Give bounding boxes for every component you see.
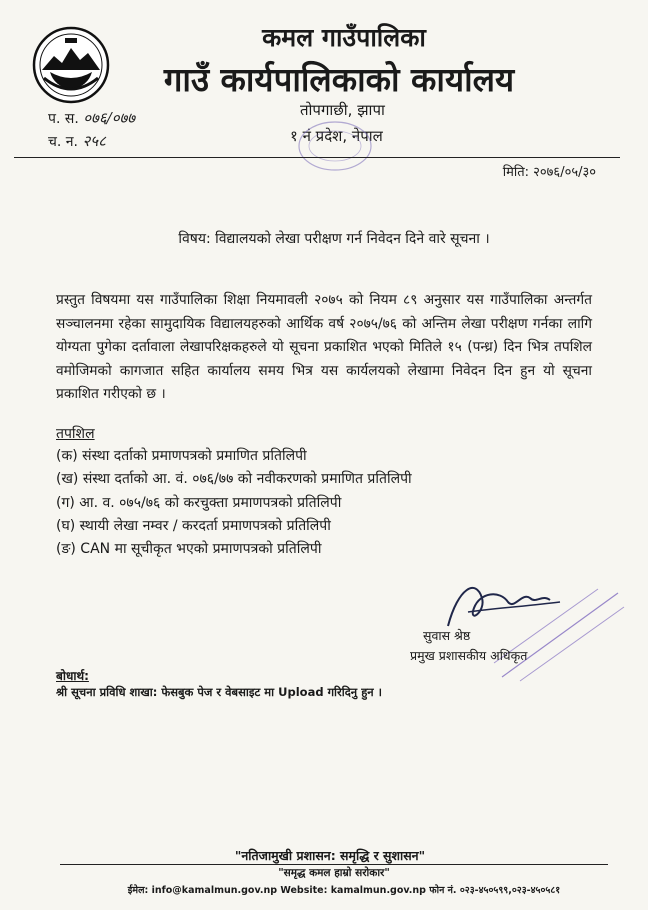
cc-label: बोधार्थ: bbox=[56, 669, 89, 683]
office-province: १ नं प्रदेश, नेपाल bbox=[290, 127, 383, 145]
document-item: (क) संस्था दर्ताको प्रमाणपत्रको प्रमाणित प्रतिलिपी bbox=[56, 448, 307, 464]
municipality-name: कमल गाउँपालिका bbox=[262, 23, 426, 52]
document-item: (ख) संस्था दर्ताको आ. वं. ०७६/७७ को नवीकरणको प्रमाणित प्रतिलिपी bbox=[56, 471, 412, 487]
header-divider bbox=[14, 157, 620, 158]
office-location: तोपगाछी, झापा bbox=[300, 101, 385, 119]
footer-slogan: "नतिजामुखी प्रशासन: समृद्धि र सुशासन" bbox=[234, 848, 426, 863]
document-item: (ग) आ. व. ०७५/७६ को करचुक्ता प्रमाणपत्रको प्रतिलिपी bbox=[56, 495, 342, 511]
footer-slogan-secondary: "समृद्ध कमल हाम्रो सरोकार" bbox=[278, 867, 390, 879]
reference-ps bbox=[48, 108, 135, 128]
office-stamp-icon bbox=[295, 118, 375, 174]
details-heading: तपशिल bbox=[56, 426, 95, 442]
notice-subject: विषय: विद्यालयको लेखा परीक्षण गर्न निवेदन दिने वारे सूचना । bbox=[178, 231, 490, 247]
ps-label: प. स. bbox=[48, 111, 79, 127]
footer-contact: ईमेल: info@kamalmun.gov.np Website: kamalmun.gov.np फोन नं. ०२३-४५०५९९,०२३-४५०५८१ bbox=[127, 885, 561, 896]
footer-divider bbox=[60, 864, 608, 865]
signatory-title: प्रमुख प्रशासकीय अधिकृत bbox=[410, 648, 528, 663]
official-stamp-icon bbox=[490, 585, 630, 685]
ps-value: ०७६/०७७ bbox=[83, 109, 136, 127]
office-name: गाउँ कार्यपालिकाको कार्यालय bbox=[163, 60, 515, 99]
cc-text: श्री सूचना प्रविधि शाखा: फेसबुक पेज र वेबसाइट मा Upload गरिदिनु हुन । bbox=[56, 685, 383, 699]
cn-label: च. न. bbox=[48, 134, 79, 150]
notice-body: प्रस्तुत विषयमा यस गाउँपालिका शिक्षा नियमावली २०७५ को नियम ८९ अनुसार यस गाउँपालिका अन्तर्गत सञ्चालनमा रहेका सामुदायिक विद्यालयहरुको आर्थिक वर्ष २०७५/७६ को अन्तिम लेखा परीक्षण गर्नका लागि योग्यता पुगेका दर्तावाला लेखापरिक्षकहरुले यो सूचना प्रकाशित भएको मितिले १५ (पन्ध्र) दिन भित्र तपशिल वमोजिमको कागजात सहित कार्यालय समय भित्र यस कार्यलयको लेखामा निवेदन दिन हुन यो सूचना प्रकाशित गरीएको छ । bbox=[56, 292, 592, 402]
document-item: (घ) स्थायी लेखा नम्वर / करदर्ता प्रमाणपत्रको प्रतिलिपी bbox=[56, 518, 331, 534]
reference-cn bbox=[48, 131, 106, 151]
notice-date: मिति: २०७६/०५/३० bbox=[502, 165, 596, 180]
signatory-name: सुवास श्रेष्ठ bbox=[423, 628, 471, 643]
document-item: (ङ) CAN मा सूचीकृत भएको प्रमाणपत्रको प्रतिलिपी bbox=[56, 541, 322, 557]
cn-value: २५८ bbox=[82, 132, 106, 150]
